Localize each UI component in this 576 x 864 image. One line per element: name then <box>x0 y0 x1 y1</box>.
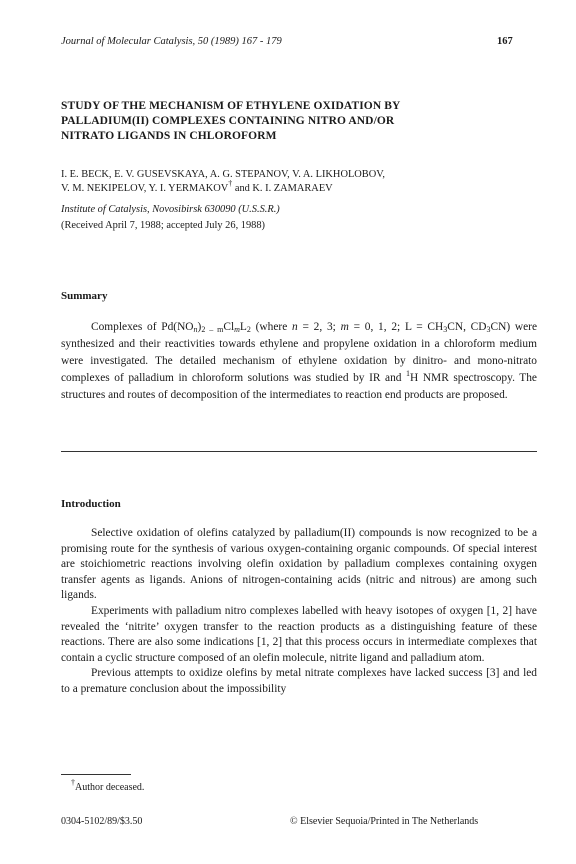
author-list <box>61 168 531 196</box>
subscript: 3 <box>486 325 491 334</box>
introduction-heading: Introduction <box>61 498 121 510</box>
summary-text: CN) were synthesized and their reactivities towards ethylene and propylene oxidation in a chloroform medium were investigated. The detailed mechanism of ethylene oxidation by dinitro- and mono-nitrato complexes of palladium in chloroform solutions was studied by IR and <box>61 321 538 384</box>
summary-text: CN, CD <box>447 321 487 333</box>
subscript: 2 <box>246 325 251 334</box>
footnote-text: Author deceased. <box>75 782 145 793</box>
summary-text: (where <box>250 321 293 333</box>
subscript: m <box>234 325 240 334</box>
authors-line-2-end: and K. I. ZAMARAEV <box>232 183 333 194</box>
introduction-body <box>61 526 537 698</box>
intro-paragraph-1: Selective oxidation of olefins catalyzed by palladium(II) compounds is now recognized to be a promising route for the synthesis of various oxygen-containing organic compounds. Of special interest are stoichiometric reactions involving olefin oxidation by palladium complexes containing oxygen transfer agents as ligands. Anions of nitrogen-containing acids (nitric and nitrous) are among such ligands. <box>61 527 537 602</box>
variable: m <box>340 321 349 333</box>
received-dates: (Received April 7, 1988; accepted July 26, 1988) <box>61 220 266 231</box>
summary-text: H NMR spectroscopy. The structures and routes of decomposition of the intermediates to reaction end products are proposed. <box>61 372 537 401</box>
affiliation: Institute of Catalysis, Novosibirsk 630090 (U.S.S.R.) <box>61 204 280 215</box>
summary-paragraph <box>61 319 537 404</box>
summary-text: Complexes of Pd(NO <box>91 321 194 333</box>
summary-text: = 0, 1, 2; L = CH <box>348 321 444 333</box>
issn-code: 0304-5102/89/$3.50 <box>61 816 143 827</box>
running-header <box>61 36 282 47</box>
journal-name: Journal of Molecular Catalysis, <box>61 36 196 47</box>
journal-year-pages: (1989) 167 - 179 <box>208 36 282 47</box>
authors-line-2 <box>61 179 531 196</box>
variable: n <box>292 321 298 333</box>
intro-paragraph-3: Previous attempts to oxidize olefins by metal nitrate complexes have lacked success [3] and led to a premature conclusion about the impossibility <box>61 667 537 695</box>
article-title <box>61 99 521 144</box>
superscript: 1 <box>406 369 411 378</box>
authors-line-1: I. E. BECK, E. V. GUSEVSKAYA, A. G. STEPANOV, V. A. LIKHOLOBOV, <box>61 169 385 180</box>
journal-volume: 50 <box>197 36 209 47</box>
summary-text: ) <box>197 321 202 333</box>
subscript: 2 – m <box>201 325 224 334</box>
intro-paragraph-2: Experiments with palladium nitro complexes labelled with heavy isotopes of oxygen [1, 2] have revealed the ‘nitrite’ oxygen transfer to the reaction products as a distinguishing feature of these reactions. There are also some indications [1, 2] that this process occurs in intermediate complexes that contain a cyclic structure composed of an olefin molecule, nitrite ligand and palladium atom. <box>61 604 537 664</box>
title-line-2: PALLADIUM(II) COMPLEXES CONTAINING NITRO AND/OR <box>61 115 395 127</box>
subscript: 3 <box>443 325 448 334</box>
summary-text: = 2, 3; <box>297 321 341 333</box>
subscript: n <box>193 325 198 334</box>
footnote-dagger: † <box>71 778 75 787</box>
summary-text: Cl <box>223 321 235 333</box>
title-line-3: NITRATO LIGANDS IN CHLOROFORM <box>61 130 277 142</box>
summary-heading: Summary <box>61 290 108 302</box>
title-line-1: STUDY OF THE MECHANISM OF ETHYLENE OXIDATION BY <box>61 100 401 112</box>
summary-text: L <box>239 321 247 333</box>
summary-divider <box>61 451 537 452</box>
footnote-rule <box>61 774 131 775</box>
footnote <box>71 778 145 793</box>
publisher-note: © Elsevier Sequoia/Printed in The Netherlands <box>290 816 479 827</box>
page-number: 167 <box>497 36 513 47</box>
authors-line-2-text: V. M. NEKIPELOV, Y. I. YERMAKOV <box>61 183 229 194</box>
deceased-dagger: † <box>228 179 233 188</box>
